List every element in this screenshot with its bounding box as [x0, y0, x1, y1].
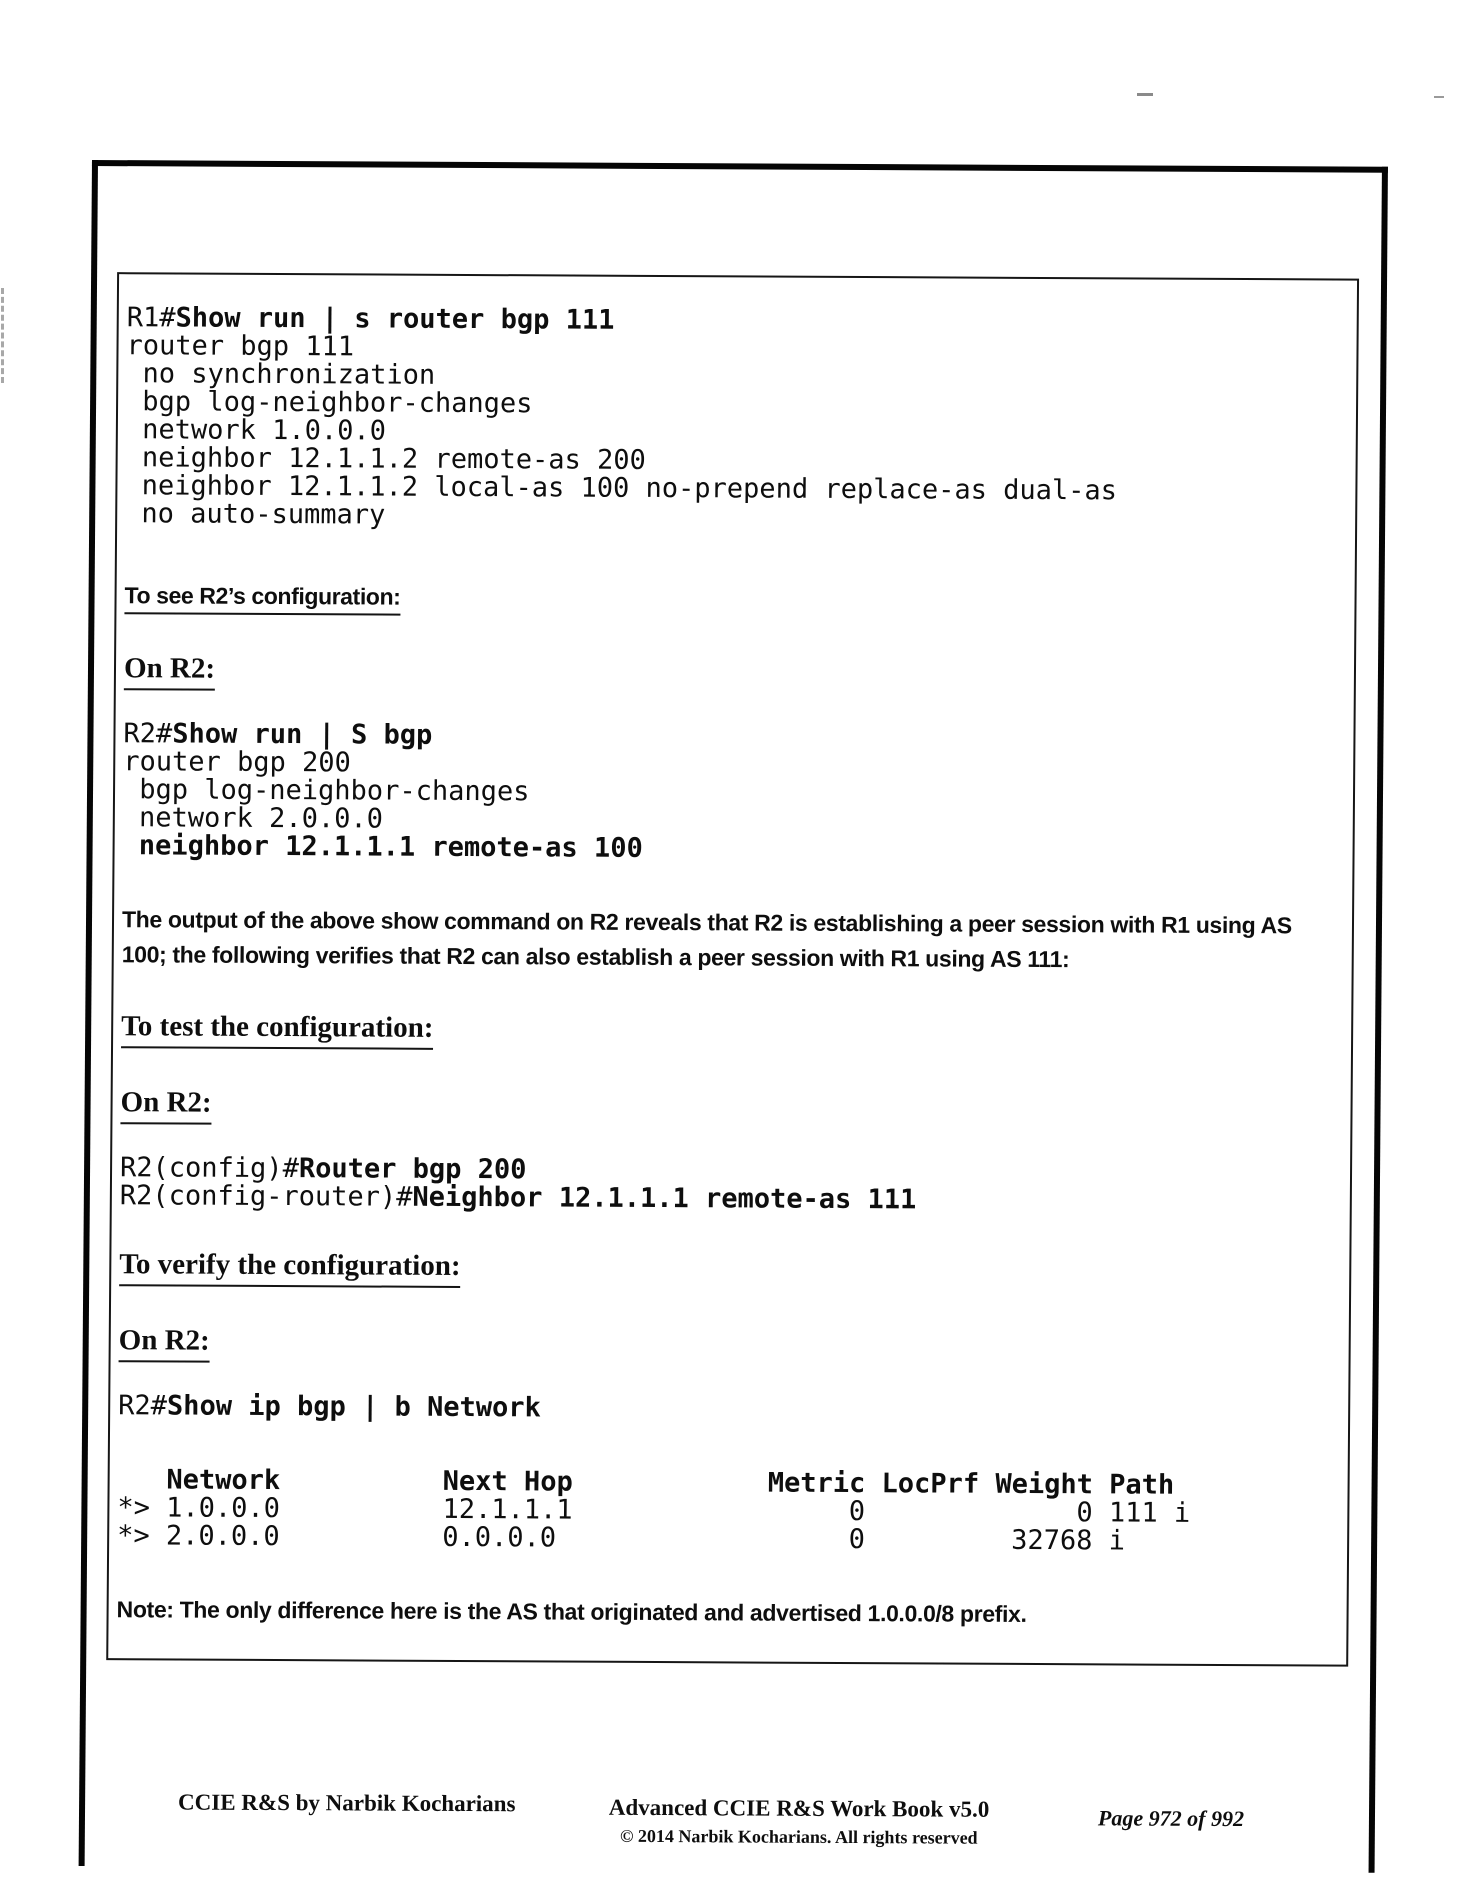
block-note [116, 1592, 1330, 1633]
bgp-table-block [117, 1466, 1332, 1556]
output-text: network 1.0.0.0 [125, 414, 387, 447]
code-block [125, 304, 1341, 534]
output-text: *> 2.0.0.0 0.0.0.0 0 32768 i [117, 1520, 1126, 1557]
output-text: router bgp 111 [126, 330, 355, 363]
code-block [120, 1154, 1334, 1216]
output-text: network 2.0.0.0 [122, 802, 384, 835]
page-footer [85, 1786, 1370, 1873]
block-h-serif [119, 1324, 1333, 1368]
output-text: R2# [118, 1390, 168, 1422]
output-text: *> 1.0.0.0 12.1.1.1 0 0 111 i [117, 1492, 1191, 1529]
block-h-serif [124, 652, 1338, 696]
command-text: Show run | S bgp [172, 718, 433, 751]
content-box [106, 272, 1359, 1667]
command-text: Show run | s router bgp 111 [175, 302, 615, 336]
footer-copyright: © 2014 Narbik Kocharians. All rights reserved [619, 1825, 978, 1848]
output-text: R2(config)# [119, 1152, 300, 1185]
output-text: router bgp 200 [123, 746, 351, 779]
block-h-serif [119, 1248, 1333, 1292]
footer-page-number: Page 972 of 992 [1097, 1805, 1245, 1832]
output-text: no auto-summary [125, 498, 386, 531]
code-block [123, 720, 1338, 866]
footer-author: CCIE R&S by Narbik Kocharians [178, 1789, 516, 1817]
footer-center [553, 1794, 1045, 1849]
output-text: R2# [123, 718, 173, 750]
output-text: no synchronization [126, 358, 436, 391]
footer-book-title: Advanced CCIE R&S Work Book v5.0 [608, 1794, 990, 1822]
output-text: bgp log-neighbor-changes [122, 774, 530, 808]
block-h-sans [124, 582, 1338, 620]
command-text: Neighbor 12.1.1.1 remote-as 111 [412, 1181, 917, 1216]
section-heading: To verify the configuration: [119, 1248, 461, 1288]
section-heading: On R2: [120, 1086, 211, 1124]
scan-artifact [1, 288, 4, 383]
code-block [118, 1392, 1332, 1426]
output-text: R2(config-router)# [119, 1180, 413, 1213]
command-text: Router bgp 200 [298, 1153, 527, 1186]
section-heading: On R2: [119, 1324, 210, 1362]
section-heading: To test the configuration: [121, 1010, 434, 1050]
code-line [125, 500, 1339, 534]
output-text: neighbor 12.1.1.2 remote-as 200 [125, 442, 646, 476]
note-text: Note: The only difference here is the AS that originated and advertised 1.0.0.0/8 prefix. [116, 1596, 1027, 1627]
block-h-serif [120, 1086, 1334, 1130]
block-para [122, 902, 1336, 978]
section-heading: On R2: [124, 652, 215, 690]
output-text: bgp log-neighbor-changes [125, 386, 533, 420]
document-content [116, 304, 1340, 1633]
command-text: Show ip bgp | b Network [166, 1390, 541, 1424]
code-line [118, 1392, 1332, 1426]
block-h-serif [121, 1010, 1335, 1054]
scan-artifact [1434, 96, 1444, 98]
code-line [120, 1182, 1334, 1216]
sub-heading: To see R2’s configuration: [124, 582, 400, 615]
scan-artifact [1137, 93, 1153, 96]
scanned-page-frame [79, 160, 1388, 1873]
output-text: R1# [126, 302, 176, 334]
output-text: neighbor 12.1.1.2 local-as 100 no-prepend replace-as dual-as [125, 470, 1118, 507]
command-text: neighbor 12.1.1.1 remote-as 100 [122, 830, 643, 864]
code-line [123, 832, 1337, 866]
command-text: Network Next Hop Metric LocPrf Weight Path [117, 1464, 1175, 1501]
paragraph-text: The output of the above show command on R2 reveals that R2 is establishing a peer session with R1 using AS 100; the following verifies that R2 can also establish a peer session with R1 using AS 111: [121, 906, 1292, 973]
